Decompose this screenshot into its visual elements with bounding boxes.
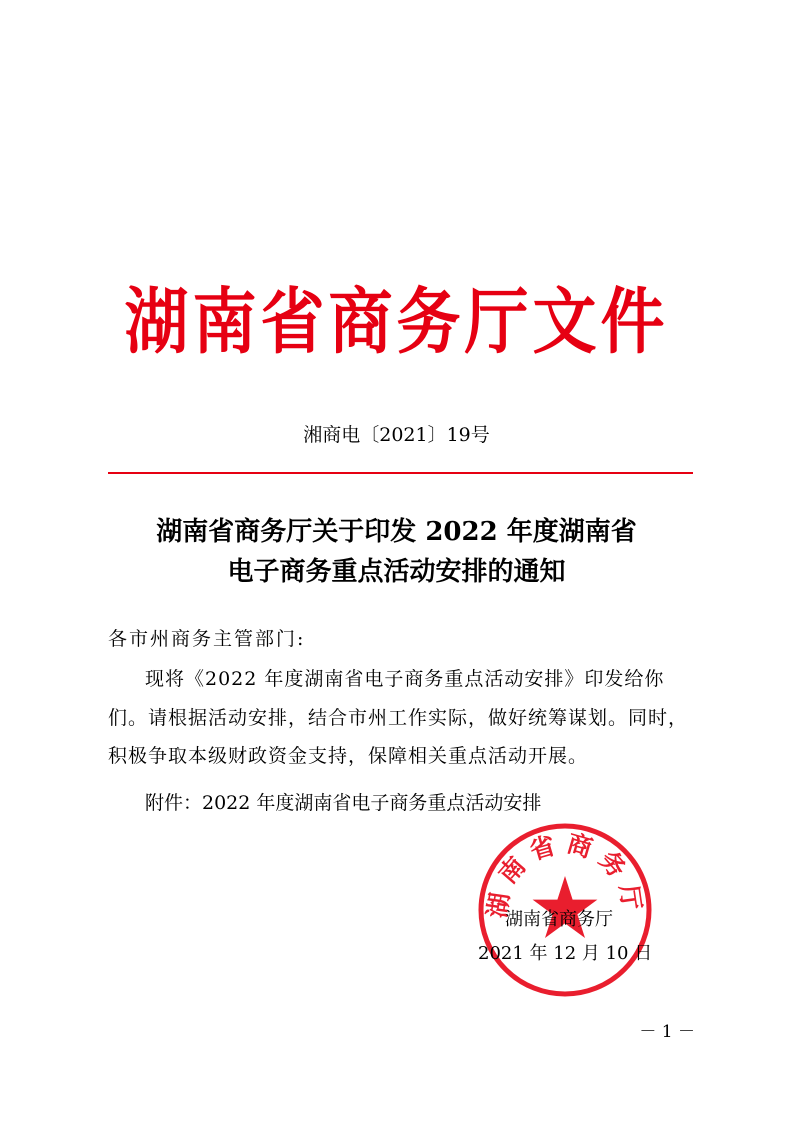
notice-title-line-2: 电子商务重点活动安排的通知 [227,557,566,587]
red-divider [108,472,693,474]
document-number: 湘商电〔2021〕19号 [303,424,490,446]
body-line-3: 积极争取本级财政资金支持，保障相关重点活动开展。 [108,745,589,767]
body-line-1: 现将《2022 年度湖南省电子商务重点活动安排》印发给你 [145,668,665,690]
page-number: － 1 － [639,1022,695,1042]
issue-date: 2021 年 12 月 10 日 [478,943,653,964]
document-masthead: 湖南省商务厅文件 [124,280,669,365]
seal-text: 湖南省商务厅 [482,828,648,920]
issuer-name: 湖南省商务厅 [505,909,613,930]
salutation: 各市州商务主管部门: [108,628,306,650]
attachment-note: 附件：2022 年度湖南省电子商务重点活动安排 [145,792,542,814]
body-line-2: 们。请根据活动安排，结合市州工作实际，做好统筹谋划。同时， [108,707,689,729]
notice-title-line-1: 湖南省商务厅关于印发 2022 年度湖南省 [156,517,637,547]
